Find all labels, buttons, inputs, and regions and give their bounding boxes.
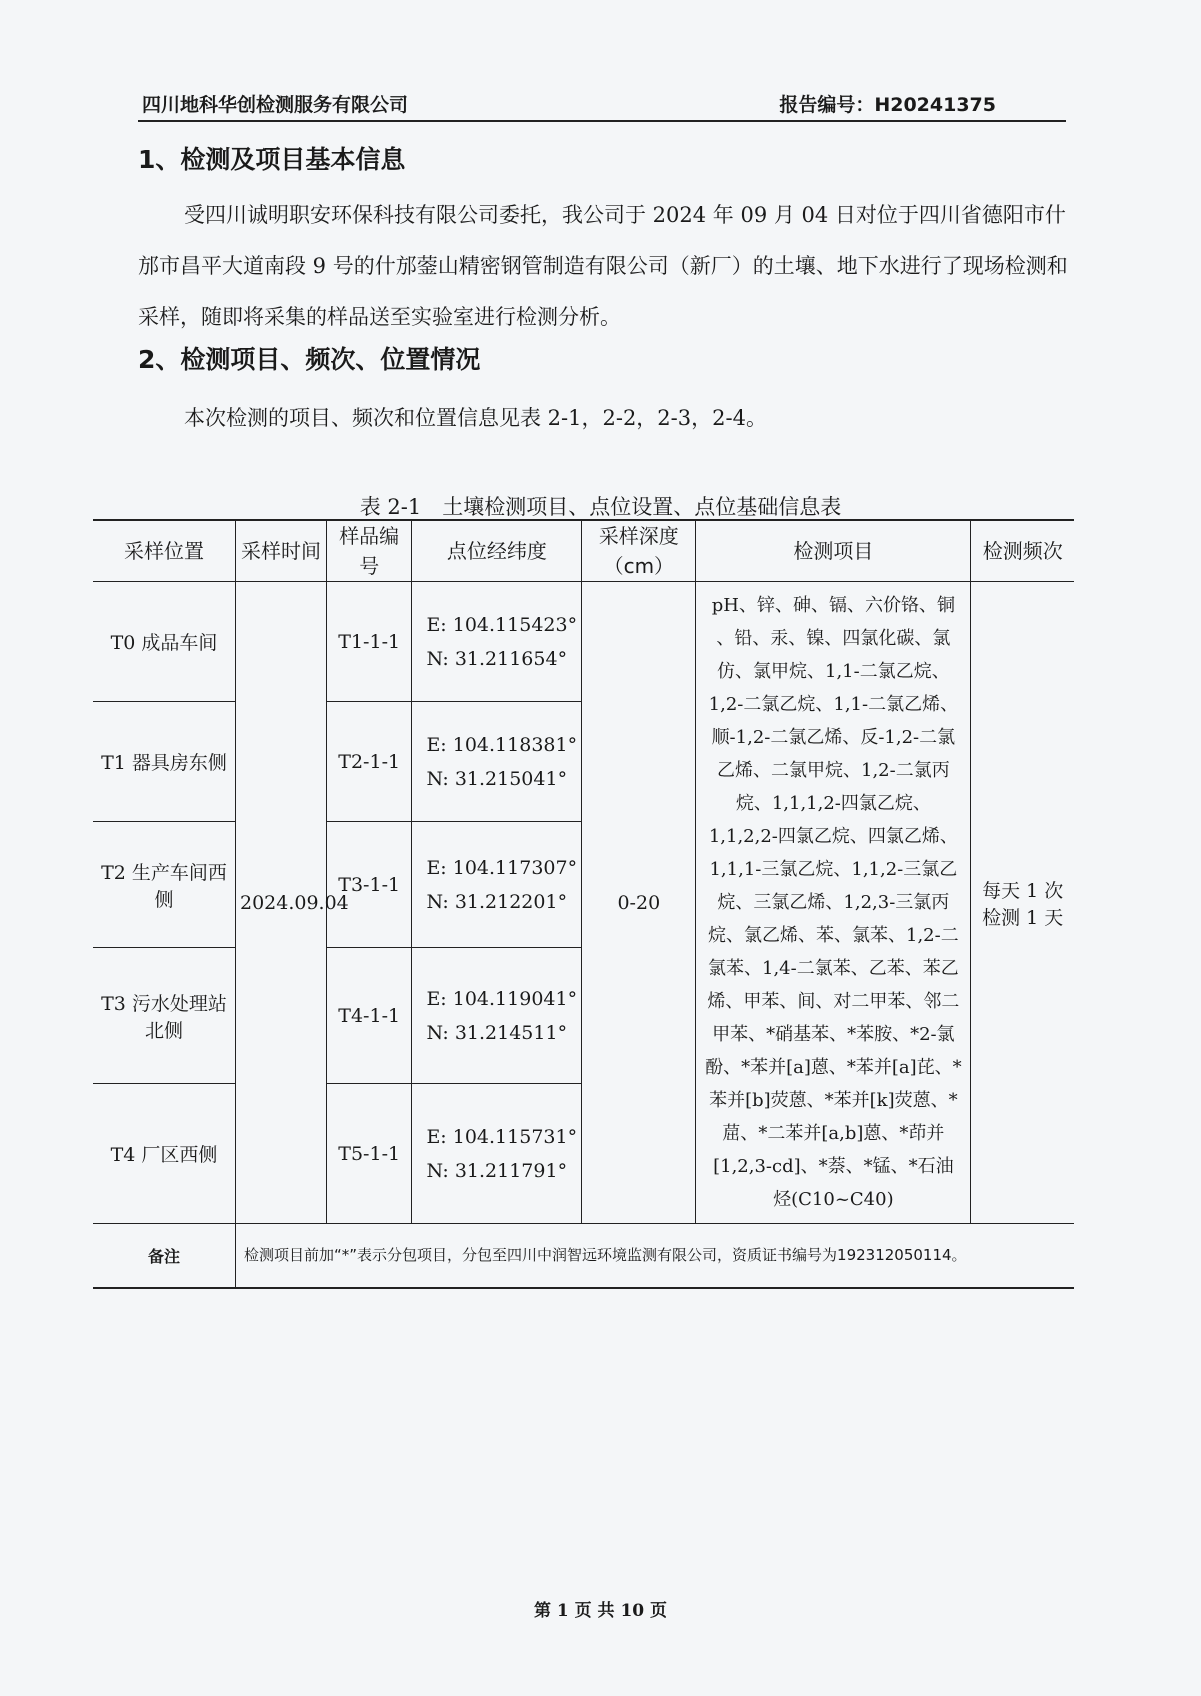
row-location: T1 器具房东侧 — [93, 702, 235, 822]
section-2-title: 2、检测项目、频次、位置情况 — [138, 345, 481, 374]
table-header-row — [93, 520, 1074, 582]
row-coords — [412, 948, 582, 1084]
section-1-title: 1、检测及项目基本信息 — [138, 145, 406, 174]
page-number: 第 1 页 共 10 页 — [533, 1601, 668, 1621]
detection-frequency: 每天 1 次检测 1 天 — [971, 582, 1074, 1224]
report-number: 报告编号：H20241375 — [779, 94, 996, 116]
row-north: N: 31.214511° — [426, 1021, 568, 1044]
row-north: N: 31.211654° — [426, 647, 568, 670]
header-depth: 采样深度（cm） — [582, 520, 696, 582]
row-east: E: 104.115731° — [426, 1125, 578, 1148]
header-time: 采样时间 — [235, 520, 326, 582]
row-east: E: 104.117307° — [426, 856, 578, 879]
row-coords — [412, 822, 582, 948]
header-items: 检测项目 — [696, 520, 971, 582]
section-1-paragraph: 受四川诚明职安环保科技有限公司委托，我公司于 2024 年 09 月 04 日对位于四川省德阳市什邡市昌平大道南段 9 号的什邡蓥山精密钢管制造有限公司（新厂）的土壤、地下水进行了现场检测和采样，随即将采集的样品送至实验室进行检测分析。 — [138, 203, 1068, 329]
row-north: N: 31.215041° — [426, 767, 568, 790]
row-location: T4 厂区西侧 — [93, 1084, 235, 1224]
sampling-depth: 0-20 — [582, 582, 696, 1224]
page-header — [138, 84, 1066, 122]
row-east: E: 104.115423° — [426, 613, 578, 636]
header-coords: 点位经纬度 — [412, 520, 582, 582]
remark-row — [93, 1224, 1074, 1288]
row-location: T3 污水处理站北侧 — [93, 948, 235, 1084]
row-coords — [412, 702, 582, 822]
row-north: N: 31.211791° — [426, 1159, 568, 1182]
row-sample-id: T4-1-1 — [326, 948, 411, 1084]
detection-items: pH、锌、砷、镉、六价铬、铜 、铅、汞、镍、四氯化碳、氯仿、氯甲烷、1,1-二氯乙烷、1,2-二氯乙烷、1,1-二氯乙烯、顺-1,2-二氯乙烯、反-1,2-二氯乙烯、二氯甲烷、1,2-二氯丙烷、1,1,1,2-四氯乙烷、1,1,2,2-四氯乙烷、四氯乙烯、1,1,1-三氯乙烷、1,1,2-三氯乙烷、三氯乙烯、1,2,3-三氯丙烷、氯乙烯、苯、氯苯、1,2-二氯苯、1,4-二氯苯、乙苯、苯乙烯、甲苯、间、对二甲苯、邻二甲苯、*硝基苯、*苯胺、*2-氯酚、*苯并[a]蒽、*苯并[a]芘、*苯并[b]荧蒽、*苯并[k]荧蒽、*䓛、*二苯并[a,b]蒽、*茚并[1,2,3-cd]、*萘、*锰、*石油烃(C10~C40) — [696, 582, 971, 1224]
row-sample-id: T3-1-1 — [326, 822, 411, 948]
remark-label: 备注 — [93, 1224, 235, 1288]
row-location: T2 生产车间西侧 — [93, 822, 235, 948]
header-sample-id: 样品编号 — [326, 520, 411, 582]
section-2-paragraph: 本次检测的项目、频次和位置信息见表 2-1，2-2，2-3，2-4。 — [184, 406, 767, 430]
sampling-time: 2024.09.04 — [235, 582, 326, 1224]
header-frequency: 检测频次 — [971, 520, 1074, 582]
remark-text: 检测项目前加“*”表示分包项目，分包至四川中润智远环境监测有限公司，资质证书编号为192312050114。 — [235, 1224, 1074, 1288]
row-location: T0 成品车间 — [93, 582, 235, 702]
row-east: E: 104.119041° — [426, 987, 578, 1010]
soil-detection-table — [93, 519, 1074, 1289]
table-row — [93, 582, 1074, 702]
row-sample-id: T1-1-1 — [326, 582, 411, 702]
row-coords — [412, 1084, 582, 1224]
row-coords — [412, 582, 582, 702]
header-location: 采样位置 — [93, 520, 235, 582]
table-title: 表 2-1 土壤检测项目、点位设置、点位基础信息表 — [359, 495, 842, 519]
row-sample-id: T5-1-1 — [326, 1084, 411, 1224]
row-north: N: 31.212201° — [426, 890, 568, 913]
company-name: 四川地科华创检测服务有限公司 — [142, 94, 409, 116]
row-east: E: 104.118381° — [426, 733, 578, 756]
row-sample-id: T2-1-1 — [326, 702, 411, 822]
